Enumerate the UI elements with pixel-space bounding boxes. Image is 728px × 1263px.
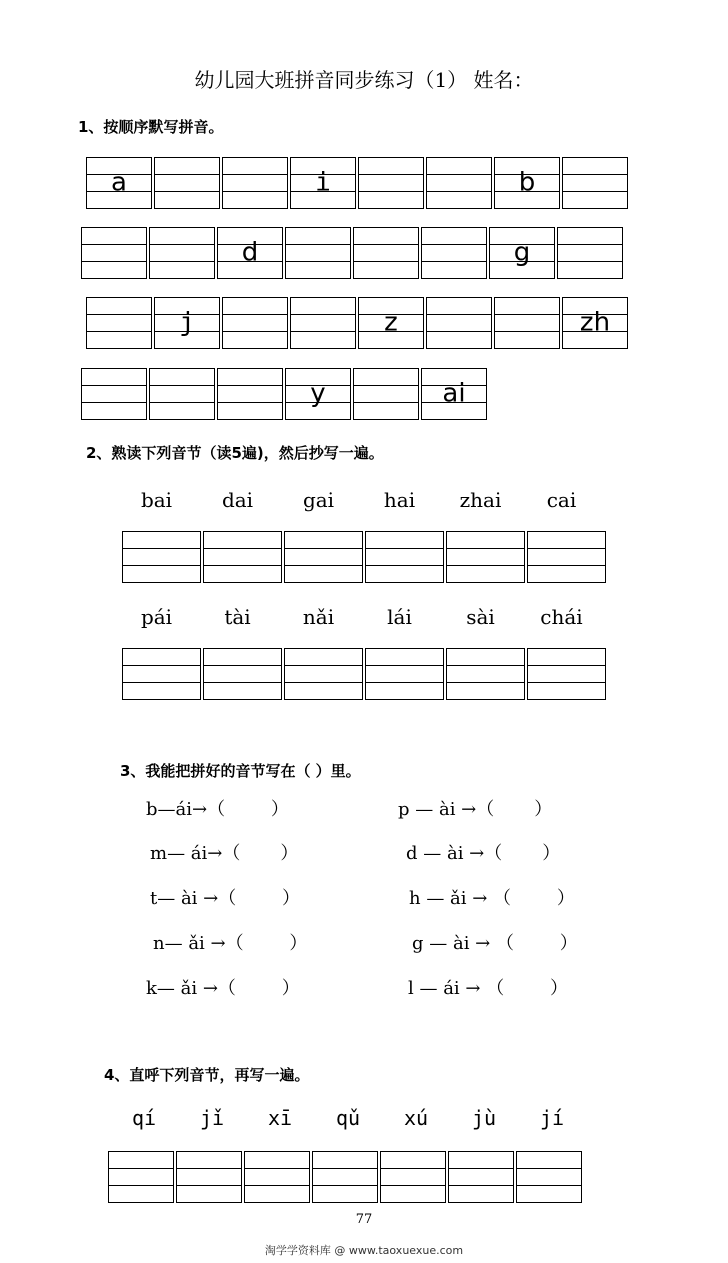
writing-cell[interactable]: [222, 157, 288, 209]
writing-cell[interactable]: [446, 531, 525, 583]
syllable: zhai: [459, 488, 502, 512]
cell-letter: d: [241, 237, 259, 268]
page-number: 77: [355, 1212, 373, 1227]
syllable: jù: [471, 1106, 497, 1130]
syllable: xī: [267, 1106, 293, 1130]
writing-cell[interactable]: [448, 1151, 514, 1203]
cell-letter: y: [310, 378, 326, 409]
writing-cell[interactable]: [516, 1151, 582, 1203]
writing-cell[interactable]: [203, 531, 282, 583]
syllable: chái: [540, 605, 583, 629]
exercise-right-3: h — ǎi → （ ）: [409, 888, 575, 909]
writing-cell[interactable]: [290, 157, 356, 209]
syllable: qǔ: [335, 1106, 361, 1130]
cell-letter: zh: [579, 307, 611, 338]
cell-letter: a: [111, 167, 127, 198]
writing-cell[interactable]: [244, 1151, 310, 1203]
writing-cell[interactable]: [154, 157, 220, 209]
syllable: qí: [131, 1106, 157, 1130]
writing-cell[interactable]: [86, 157, 152, 209]
writing-cell[interactable]: [494, 157, 560, 209]
page-title: 幼儿园大班拼音同步练习（1） 姓名：: [194, 68, 534, 92]
exercise-left-4: n— ǎi →（ ）: [153, 933, 308, 954]
writing-cell[interactable]: [446, 648, 525, 700]
writing-cell[interactable]: [285, 368, 351, 420]
cell-letter: b: [518, 167, 536, 198]
exercise-left-3: t— ài →（ ）: [150, 888, 301, 909]
writing-cell[interactable]: [149, 368, 215, 420]
section1-row3: [86, 297, 630, 349]
section2-syllables2: [116, 605, 606, 629]
writing-cell[interactable]: [426, 157, 492, 209]
writing-cell[interactable]: [353, 227, 419, 279]
writing-cell[interactable]: [86, 297, 152, 349]
syllable: jí: [539, 1106, 565, 1130]
writing-cell[interactable]: [122, 531, 201, 583]
writing-cell[interactable]: [365, 648, 444, 700]
section2-grid1: [122, 531, 608, 583]
exercise-right-5: l — ái → （ ）: [408, 978, 568, 999]
writing-cell[interactable]: [290, 297, 356, 349]
writing-cell[interactable]: [154, 297, 220, 349]
syllable: lái: [387, 605, 412, 629]
syllable: jǐ: [199, 1106, 225, 1130]
writing-cell[interactable]: [557, 227, 623, 279]
writing-cell[interactable]: [284, 531, 363, 583]
cell-letter: i: [315, 167, 331, 198]
cell-letter: ai: [442, 378, 466, 409]
writing-cell[interactable]: [108, 1151, 174, 1203]
section4-heading: 4、直呼下列音节，再写一遍。: [104, 1066, 310, 1084]
writing-cell[interactable]: [217, 368, 283, 420]
writing-cell[interactable]: [81, 227, 147, 279]
exercise-right-4: g — ài → （ ）: [412, 933, 578, 954]
writing-cell[interactable]: [527, 648, 606, 700]
syllable: sài: [466, 605, 495, 629]
exercise-right-1: p — ài →（ ）: [398, 799, 553, 820]
writing-cell[interactable]: [380, 1151, 446, 1203]
section1-row4: [81, 368, 489, 420]
syllable: hai: [383, 488, 416, 512]
writing-cell[interactable]: [358, 157, 424, 209]
cell-letter: z: [384, 307, 398, 338]
writing-cell[interactable]: [217, 227, 283, 279]
writing-cell[interactable]: [421, 227, 487, 279]
writing-cell[interactable]: [176, 1151, 242, 1203]
writing-cell[interactable]: [426, 297, 492, 349]
writing-cell[interactable]: [312, 1151, 378, 1203]
section3-heading: 3、我能把拼好的音节写在（ ）里。: [120, 762, 361, 780]
writing-cell[interactable]: [222, 297, 288, 349]
writing-cell[interactable]: [494, 297, 560, 349]
exercise-left-2: m— ái→（ ）: [150, 843, 299, 864]
section2-heading: 2、熟读下列音节（读5遍)，然后抄写一遍。: [86, 444, 384, 462]
syllable: bai: [140, 488, 173, 512]
section2-grid2: [122, 648, 608, 700]
section1-row2: [81, 227, 625, 279]
syllable: gai: [302, 488, 335, 512]
writing-cell[interactable]: [562, 157, 628, 209]
syllable: cai: [546, 488, 577, 512]
writing-cell[interactable]: [285, 227, 351, 279]
section1-row1: [86, 157, 630, 209]
syllable: dai: [221, 488, 254, 512]
syllable: tài: [224, 605, 251, 629]
exercise-right-2: d — ài →（ ）: [406, 843, 561, 864]
writing-cell[interactable]: [149, 227, 215, 279]
footer-watermark: 淘学学资料库 @ www.taoxuexue.com: [264, 1244, 464, 1257]
syllable: nǎi: [302, 605, 335, 629]
writing-cell[interactable]: [358, 297, 424, 349]
exercise-left-1: b—ái→（ ）: [146, 799, 289, 820]
writing-cell[interactable]: [81, 368, 147, 420]
syllable: pái: [140, 605, 173, 629]
writing-cell[interactable]: [562, 297, 628, 349]
writing-cell[interactable]: [489, 227, 555, 279]
writing-cell[interactable]: [365, 531, 444, 583]
syllable: xú: [403, 1106, 429, 1130]
cell-letter: j: [179, 307, 195, 338]
writing-cell[interactable]: [421, 368, 487, 420]
section1-heading: 1、按顺序默写拼音。: [78, 118, 224, 136]
section4-syllables: [110, 1106, 586, 1130]
cell-letter: g: [513, 237, 531, 268]
section4-grid: [108, 1151, 584, 1203]
writing-cell[interactable]: [353, 368, 419, 420]
writing-cell[interactable]: [203, 648, 282, 700]
writing-cell[interactable]: [527, 531, 606, 583]
exercise-left-5: k— ǎi →（ ）: [146, 978, 300, 999]
writing-cell[interactable]: [122, 648, 201, 700]
section2-syllables1: [116, 488, 606, 512]
writing-cell[interactable]: [284, 648, 363, 700]
